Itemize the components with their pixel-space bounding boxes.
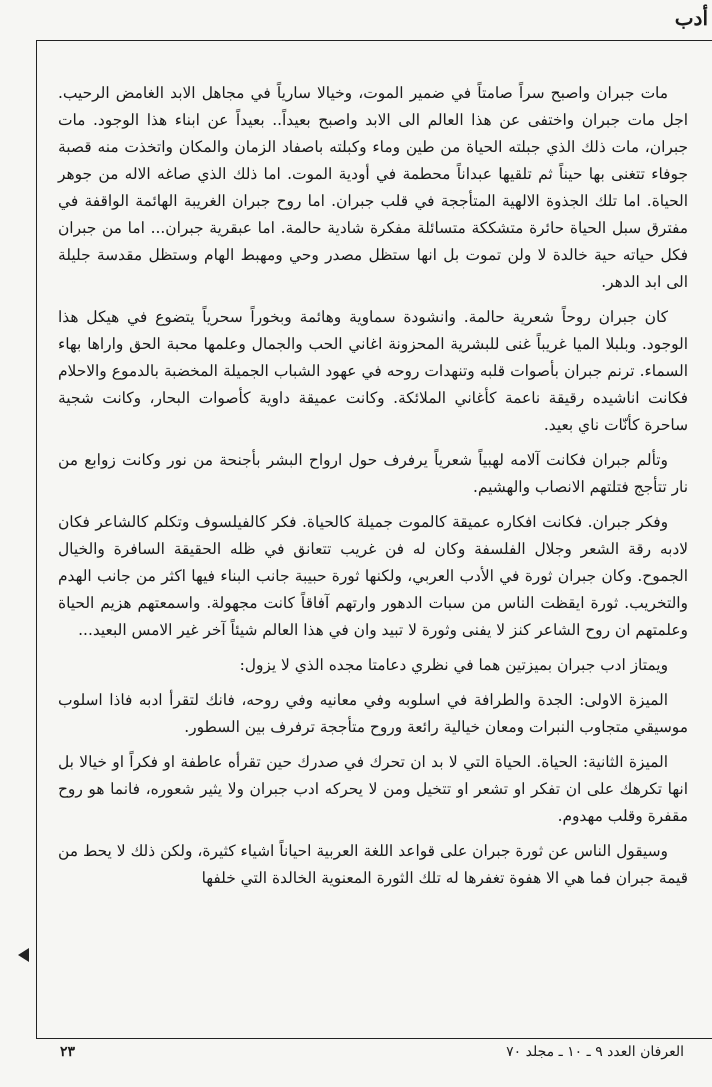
article-body [58, 80, 688, 900]
paragraph: ويمتاز ادب جبران بميزتين هما في نظري دعامتا مجده الذي لا يزول: [239, 656, 668, 674]
journal-issue: العرفان العدد ٩ ـ ١٠ ـ مجلد ٧٠ [506, 1044, 684, 1060]
paragraph: وفكر جبران. فكانت افكاره عميقة كالموت جميلة كالحياة. فكر كالفيلسوف وتكلم كالشاعر فكان لادبه رقة الشعر وجلال الفلسفة وكان له فن غريب تتعانق في ظله الحقيقة السافرة والخيال الجموح. وكان جبران ثورة في الأدب العربي، ولكنها ثورة حبيبة جانب البناء فيها اكثر من جانب الهدم والتخريب. ثورة ايقظت الناس من سبات الدهور وارتهم آفاقاً كانت مجهولة. واسمعتهم هزيم الحياة وعلمتهم ان روح الشاعر كنز لا يفنى وثورة لا تبيد وان في هذا العالم شيئاً آخر غير الامس البعيد... [58, 513, 688, 639]
paragraph: الميزة الثانية: الحياة. الحياة التي لا بد ان تحرك في صدرك حين تقرأه عاطفة او فكراً او خيالا بل انها تكرهك على ان تفكر او تشعر او تتخيل ومن لا يحركه ادب جبران ولا يثير شعوره، فانما هو روح مقفرة وقلب مهدوم. [58, 753, 688, 825]
triangle-marker-icon [18, 948, 29, 962]
left-rule [36, 40, 37, 1038]
paragraph: الميزة الاولى: الجدة والطرافة في اسلوبه وفي معانيه وفي روحه، فانك لتقرأ ادبه فاذا اسلوب موسيقي متجاوب النبرات ومعان خيالية رائعة وروح متأججة ترفرف بين السطور. [58, 691, 688, 736]
page-footer [60, 1044, 684, 1068]
bottom-rule [36, 1038, 712, 1039]
paragraph: مات جبران واصبح سراً صامتاً في ضمير الموت، وخيالا سارياً في مجاهل الابد الغامض الرحيب. اجل مات جبران واختفى عن هذا العالم الى الابد واصبح بعيداً.. بعيداً عن ابناء هذا الوجود. مات جبران، مات ذلك الذي جبلته الحياة من طين وماء وكبلته باصفاد الزمان والمكان واتخذت منه قصبة جوفاء تتغنى بها حيناً ثم تلقيها عبداناً محطمة في أودية الموت. اما ذلك الذي صاغه الاله من جوهر الحياة. اما تلك الجذوة الالهية المتأججة في قلب جبران. اما روح جبران الغريبة الهائمة الواقفة في مفترق سبل الحياة حائرة متشككة متسائلة مفكرة شادية حالمة. اما عبقرية جبران... اما من جبران فكل حياته حية خالدة لا ولن تموت بل انها ستظل مصدر وحي ومهبط الهام وستظل مقدسة جليلة الى ابد الدهر. [58, 84, 688, 291]
page-number: ٢٣ [60, 1044, 76, 1060]
paragraph: وتألم جبران فكانت آلامه لهبياً شعرياً يرفرف حول ارواح البشر بأجنحة من نور وكانت زوابع من نار تتأجج فتلتهم الانصاب والهشيم. [58, 451, 688, 496]
section-label: أدب [674, 6, 708, 30]
paragraph: وسيقول الناس عن ثورة جبران على قواعد اللغة العربية احياناً اشياء كثيرة، ولكن ذلك لا يحط من قيمة جبران فما هي الا هفوة تغفرها له تلك الثورة المعنوية الخالدة التي خلفها [58, 842, 688, 887]
paragraph: كان جبران روحاً شعرية حالمة. وانشودة سماوية وهائمة وبخوراً سحرياً يتضوع في هيكل هذا الوجود. وبلبلا الميا غريباً غنى للبشرية المحزونة اغاني الحب والجمال وعلمها محبة الحق واراها بهاء السماء. ترنم جبران بأصوات قلبه وتنهدات روحه في عهود الشباب الجميلة المخضبة بالدموع والاحلام فكانت اناشيده رقيقة ناعمة كأغاني الملائكة. وكانت عميقة داوية كأصوات البحار، وكانت شجية ساحرة كأنّات ناي بعيد. [58, 308, 688, 434]
top-rule [36, 40, 712, 41]
